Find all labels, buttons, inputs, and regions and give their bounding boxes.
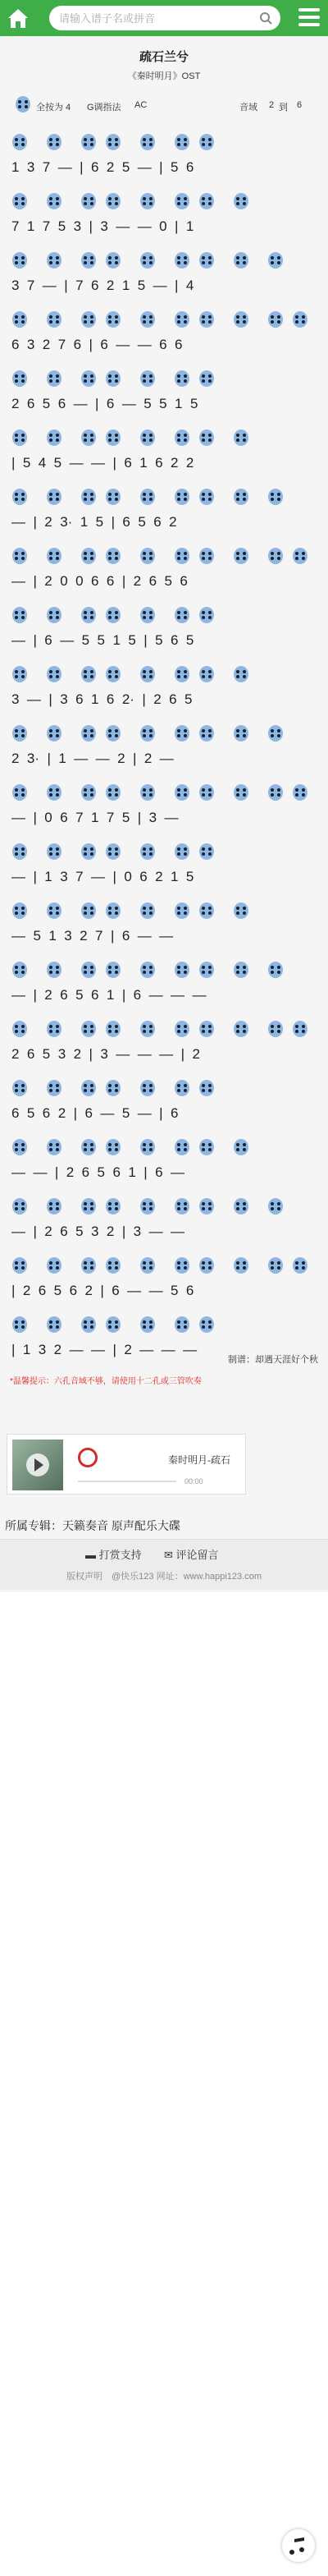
- ocarina-fingering-icon: [139, 783, 156, 801]
- ocarina-fingering-icon: [198, 488, 215, 506]
- ocarina-fingering-icon: [174, 429, 190, 447]
- ocarina-fingering-icon: [267, 961, 284, 979]
- ocarina-fingering-icon: [267, 1256, 284, 1274]
- ocarina-fingering-icon: [105, 133, 121, 151]
- netease-icon: [78, 1448, 98, 1467]
- ocarina-fingering-icon: [80, 783, 97, 801]
- ocarina-fingering-icon: [80, 133, 97, 151]
- ocarina-fingering-icon: [233, 429, 249, 447]
- ocarina-fingering-icon: [174, 961, 190, 979]
- play-icon[interactable]: [12, 1440, 63, 1490]
- ocarina-fingering-icon: [80, 606, 97, 624]
- notation-line: [0, 749, 328, 772]
- footer: [0, 1539, 328, 1590]
- ocarina-fingering-icon: [105, 251, 121, 269]
- ocarina-fingering-icon: [267, 1020, 284, 1038]
- ocarina-fingering-icon: [198, 665, 215, 683]
- range-label: 音域: [239, 103, 257, 112]
- donate-label: 打赏支持: [98, 1549, 142, 1561]
- ocarina-fingering-icon: [80, 843, 97, 861]
- ocarina-fingering-icon: [292, 1256, 308, 1274]
- notation-line: [0, 867, 328, 890]
- ocarina-fingering-icon: [105, 1138, 121, 1156]
- ocarina-fingering-icon: [11, 843, 28, 861]
- ocarina-fingering-icon: [267, 783, 284, 801]
- notation-line: [0, 512, 328, 535]
- notation-line: [0, 985, 328, 1008]
- notation-text: | 1 3 2 — — | 2 — — —: [11, 1342, 198, 1357]
- track-time: 00:00: [184, 1477, 203, 1485]
- notation-text: — | 2 0 0 6 6 | 2 6 5 6: [11, 573, 188, 589]
- ocarina-fingering-icon: [198, 1316, 215, 1334]
- ocarina-fingering-icon: [139, 724, 156, 742]
- notation-text: — | 2 3· 1 5 | 6 5 6 2: [11, 514, 177, 530]
- ocarina-fingering-icon: [139, 961, 156, 979]
- ocarina-fingering-icon: [11, 1079, 28, 1097]
- search-input[interactable]: [49, 6, 246, 30]
- notation-line: [0, 1163, 328, 1186]
- ocarina-fingering-icon: [46, 1138, 62, 1156]
- ocarina-fingering-icon: [46, 1020, 62, 1038]
- ocarina-fingering-icon: [139, 1256, 156, 1274]
- ocarina-fingering-icon: [105, 1316, 121, 1334]
- notation-line: [0, 572, 328, 595]
- ocarina-fingering-icon: [292, 310, 308, 328]
- ocarina-fingering-icon: [11, 133, 28, 151]
- ocarina-fingering-icon: [174, 488, 190, 506]
- ocarina-fingering-icon: [174, 724, 190, 742]
- ocarina-fingering-icon: [105, 902, 121, 920]
- ocarina-fingering-icon: [139, 1020, 156, 1038]
- notation-text: 3 7 — | 7 6 2 1 5 — | 4: [11, 278, 194, 293]
- ocarina-fingering-icon: [233, 665, 249, 683]
- ocarina-fingering-icon: [11, 783, 28, 801]
- ocarina-fingering-icon: [139, 251, 156, 269]
- ocarina-fingering-icon: [174, 370, 190, 388]
- ocarina-fingering-icon: [80, 192, 97, 210]
- notation-text: 6 3 2 7 6 | 6 — — 6 6: [11, 337, 183, 352]
- ocarina-fingering-icon: [174, 547, 190, 565]
- menu-icon[interactable]: [298, 8, 320, 28]
- ocarina-fingering-icon: [233, 1197, 249, 1215]
- ac-label: AC: [134, 100, 148, 110]
- notation-line: [0, 808, 328, 831]
- ocarina-fingering-icon: [80, 310, 97, 328]
- ocarina-fingering-icon: [267, 1197, 284, 1215]
- ocarina-fingering-icon: [267, 251, 284, 269]
- notation-text: — | 2 6 5 6 1 | 6 — — —: [11, 987, 207, 1003]
- ocarina-fingering-icon: [80, 724, 97, 742]
- ocarina-fingering-icon: [105, 665, 121, 683]
- notation-text: 2 3· | 1 — — 2 | 2 —: [11, 751, 174, 766]
- ocarina-fingering-icon: [233, 547, 249, 565]
- ocarina-fingering-icon: [174, 1079, 190, 1097]
- ocarina-fingering-icon: [80, 488, 97, 506]
- ocarina-fingering-icon: [233, 724, 249, 742]
- ocarina-fingering-icon: [198, 902, 215, 920]
- ocarina-fingering-icon: [139, 547, 156, 565]
- tip-text: *温馨提示：六孔音域不够，请使用十二孔或三管吹奏: [10, 1377, 202, 1386]
- notation-text: 2 6 5 3 2 | 3 — — — | 2: [11, 1046, 200, 1062]
- song-title: 疏石兰兮: [139, 50, 189, 64]
- ocarina-fingering-icon: [80, 251, 97, 269]
- ocarina-fingering-icon: [174, 251, 190, 269]
- ocarina-fingering-icon: [233, 1256, 249, 1274]
- ocarina-fingering-icon: [174, 1020, 190, 1038]
- ocarina-fingering-icon: [11, 1316, 28, 1334]
- notation-line: [0, 453, 328, 476]
- site-text: @快乐123 网址：www.happi123.com: [112, 1572, 262, 1582]
- comment-label: 评论留言: [175, 1549, 219, 1561]
- notation-line: [0, 335, 328, 358]
- ocarina-fingering-icon: [198, 429, 215, 447]
- donate-button[interactable]: ▬ 打赏支持: [85, 1549, 142, 1561]
- score-sheet: [0, 36, 328, 1592]
- ocarina-fingering-icon: [174, 665, 190, 683]
- credit-text: 制谱：却遇天涯好个秋: [228, 1355, 318, 1365]
- ocarina-fingering-icon: [233, 902, 249, 920]
- ocarina-fingering-icon: [198, 251, 215, 269]
- ocarina-fingering-icon: [174, 1197, 190, 1215]
- ocarina-fingering-icon: [174, 1316, 190, 1334]
- ocarina-fingering-icon: [174, 133, 190, 151]
- ocarina-fingering-icon: [105, 961, 121, 979]
- top-bar: [0, 0, 328, 36]
- comment-button[interactable]: ✉ 评论留言: [164, 1549, 219, 1561]
- notation-line: [0, 217, 328, 240]
- ocarina-fingering-icon: [11, 606, 28, 624]
- ocarina-fingering-icon: [46, 547, 62, 565]
- ocarina-fingering-icon: [80, 1256, 97, 1274]
- footer-links: [0, 1569, 328, 1582]
- ocarina-fingering-icon: [11, 902, 28, 920]
- ocarina-fingering-icon: [105, 429, 121, 447]
- ocarina-fingering-icon: [105, 310, 121, 328]
- notation-line: [0, 1104, 328, 1127]
- notation-line: [0, 1045, 328, 1068]
- ocarina-fingering-icon: [105, 724, 121, 742]
- ocarina-fingering-icon: [80, 665, 97, 683]
- key-label: G调指法: [87, 103, 121, 112]
- ocarina-fingering-icon: [198, 1256, 215, 1274]
- ocarina-fingering-icon: [11, 429, 28, 447]
- ocarina-fingering-icon: [105, 1256, 121, 1274]
- holes-label: 全按为 4: [36, 103, 71, 112]
- ocarina-fingering-icon: [267, 547, 284, 565]
- home-icon[interactable]: [5, 5, 31, 31]
- ocarina-fingering-icon: [139, 665, 156, 683]
- notation-text: 7 1 7 5 3 | 3 — — 0 | 1: [11, 218, 194, 234]
- ocarina-fingering-icon: [80, 902, 97, 920]
- ocarina-fingering-icon: [174, 843, 190, 861]
- ocarina-fingering-icon: [139, 310, 156, 328]
- ocarina-fingering-icon: [198, 1138, 215, 1156]
- notation-line: [0, 1222, 328, 1245]
- range-from: 2: [269, 100, 275, 110]
- ocarina-fingering-icon: [139, 1197, 156, 1215]
- ocarina-fingering-icon: [198, 133, 215, 151]
- ocarina-fingering-icon: [11, 665, 28, 683]
- ocarina-fingering-icon: [198, 724, 215, 742]
- ocarina-fingering-icon: [80, 370, 97, 388]
- music-player[interactable]: [7, 1434, 246, 1495]
- ocarina-fingering-icon: [105, 1079, 121, 1097]
- music-note-icon[interactable]: [282, 2529, 315, 2562]
- notation-line: [0, 631, 328, 654]
- ocarina-fingering-icon: [139, 843, 156, 861]
- ocarina-fingering-icon: [11, 1138, 28, 1156]
- ocarina-fingering-icon: [198, 1020, 215, 1038]
- ocarina-fingering-icon: [105, 547, 121, 565]
- progress-bar[interactable]: [78, 1481, 176, 1482]
- ocarina-fingering-icon: [198, 192, 215, 210]
- ocarina-fingering-icon: [46, 606, 62, 624]
- notation-text: — 5 1 3 2 7 | 6 — —: [11, 928, 174, 944]
- ocarina-fingering-icon: [139, 606, 156, 624]
- ocarina-fingering-icon: [139, 1316, 156, 1334]
- ocarina-fingering-icon: [46, 488, 62, 506]
- ocarina-fingering-icon: [11, 370, 28, 388]
- notation-text: 3 — | 3 6 1 6 2· | 2 6 5: [11, 691, 193, 707]
- ocarina-fingering-icon: [198, 606, 215, 624]
- notation-text: — | 1 3 7 — | 0 6 2 1 5: [11, 869, 194, 884]
- ocarina-fingering-icon: [80, 961, 97, 979]
- ocarina-fingering-icon: [198, 310, 215, 328]
- notation-text: — | 2 6 5 3 2 | 3 — —: [11, 1224, 185, 1239]
- ocarina-fingering-icon: [11, 488, 28, 506]
- ocarina-fingering-icon: [46, 429, 62, 447]
- ocarina-fingering-icon: [46, 1316, 62, 1334]
- copyright-link[interactable]: 版权声明: [66, 1572, 103, 1582]
- ocarina-fingering-icon: [105, 370, 121, 388]
- ocarina-fingering-icon: [139, 192, 156, 210]
- ocarina-fingering-icon: [198, 1079, 215, 1097]
- ocarina-fingering-icon: [198, 1197, 215, 1215]
- range-high: 6: [297, 100, 303, 110]
- ocarina-fingering-icon: [174, 1138, 190, 1156]
- ocarina-fingering-icon: [233, 310, 249, 328]
- range-to: 到: [279, 103, 288, 112]
- song-subtitle: 《秦时明月》OST: [127, 71, 201, 81]
- ocarina-fingering-icon: [80, 1020, 97, 1038]
- ocarina-fingering-icon: [198, 961, 215, 979]
- ocarina-fingering-icon: [233, 488, 249, 506]
- ocarina-fingering-icon: [233, 1138, 249, 1156]
- ocarina-fingering-icon: [139, 429, 156, 447]
- ocarina-fingering-icon: [105, 1020, 121, 1038]
- ocarina-fingering-icon: [46, 1197, 62, 1215]
- ocarina-fingering-icon: [11, 724, 28, 742]
- ocarina-fingering-icon: [46, 961, 62, 979]
- notation-text: — | 0 6 7 1 7 5 | 3 —: [11, 810, 179, 825]
- notation-line: [0, 394, 328, 417]
- ocarina-fingering-icon: [105, 783, 121, 801]
- ocarina-fingering-icon: [105, 192, 121, 210]
- notation-line: [0, 276, 328, 299]
- ocarina-fingering-icon: [105, 843, 121, 861]
- ocarina-fingering-icon: [198, 783, 215, 801]
- notation-text: | 5 4 5 — — | 6 1 6 2 2: [11, 455, 194, 471]
- ocarina-fingering-icon: [198, 547, 215, 565]
- ocarina-fingering-icon: [11, 961, 28, 979]
- ocarina-fingering-icon: [46, 843, 62, 861]
- notation-text: | 2 6 5 6 2 | 6 — — 5 6: [11, 1283, 194, 1298]
- ocarina-fingering-icon: [139, 902, 156, 920]
- ocarina-fingering-icon: [80, 1197, 97, 1215]
- ocarina-fingering-icon: [105, 606, 121, 624]
- ocarina-fingering-icon: [105, 488, 121, 506]
- notation-text: 1 3 7 — | 6 2 5 — | 5 6: [11, 159, 194, 175]
- ocarina-fingering-icon: [11, 251, 28, 269]
- ocarina-fingering-icon: [233, 961, 249, 979]
- ocarina-fingering-icon: [46, 370, 62, 388]
- ocarina-fingering-icon: [139, 133, 156, 151]
- ocarina-fingering-icon: [198, 843, 215, 861]
- ocarina-fingering-icon: [174, 192, 190, 210]
- ocarina-fingering-icon: [11, 192, 28, 210]
- ocarina-fingering-icon: [233, 783, 249, 801]
- ocarina-fingering-icon: [46, 192, 62, 210]
- ocarina-fingering-icon: [198, 370, 215, 388]
- notation-text: — | 6 — 5 5 1 5 | 5 6 5: [11, 632, 194, 648]
- ocarina-fingering-icon: [46, 783, 62, 801]
- ocarina-fingering-icon: [80, 1138, 97, 1156]
- track-title: 秦时明月-疏石: [168, 1454, 230, 1466]
- album-cover: [12, 1440, 63, 1490]
- ocarina-fingering-icon: [46, 902, 62, 920]
- notation-line: [0, 1281, 328, 1304]
- ocarina-fingering-icon: [139, 1138, 156, 1156]
- ocarina-fingering-icon: [11, 1197, 28, 1215]
- ocarina-fingering-icon: [174, 902, 190, 920]
- ocarina-fingering-icon: [80, 429, 97, 447]
- ocarina-fingering-icon: [233, 192, 249, 210]
- album-info[interactable]: 所属专辑：天籁奏音 原声配乐大碟: [5, 1519, 180, 1532]
- ocarina-fingering-icon: [233, 1020, 249, 1038]
- ocarina-fingering-icon: [80, 547, 97, 565]
- ocarina-fingering-icon: [46, 251, 62, 269]
- ocarina-fingering-icon: [80, 1079, 97, 1097]
- ocarina-fingering-icon: [139, 1079, 156, 1097]
- ocarina-fingering-icon: [105, 1197, 121, 1215]
- notation-text: — — | 2 6 5 6 1 | 6 —: [11, 1164, 185, 1180]
- notation-text: 6 5 6 2 | 6 — 5 — | 6: [11, 1105, 179, 1121]
- ocarina-fingering-icon: [267, 488, 284, 506]
- ocarina-fingering-icon: [11, 310, 28, 328]
- ocarina-fingering-icon: [292, 1020, 308, 1038]
- ocarina-fingering-icon: [80, 1316, 97, 1334]
- notation-line: [0, 158, 328, 181]
- notation-line: [0, 926, 328, 949]
- ocarina-fingering-icon: [139, 488, 156, 506]
- ocarina-fingering-icon: [46, 310, 62, 328]
- ocarina-fingering-icon: [174, 1256, 190, 1274]
- notation-text: 2 6 5 6 — | 6 — 5 5 1 5: [11, 396, 198, 411]
- ocarina-fingering-icon: [46, 665, 62, 683]
- ocarina-fingering-icon: [46, 1079, 62, 1097]
- ocarina-fingering-icon: [46, 133, 62, 151]
- ocarina-fingering-icon: [292, 783, 308, 801]
- ocarina-fingering-icon: [46, 1256, 62, 1274]
- ocarina-fingering-icon: [267, 310, 284, 328]
- notation-line: [0, 690, 328, 713]
- ocarina-fingering-icon: [11, 1256, 28, 1274]
- ocarina-fingering-icon: [46, 724, 62, 742]
- ocarina-fingering-icon: [11, 1020, 28, 1038]
- ocarina-fingering-icon: [11, 547, 28, 565]
- ocarina-fingering-icon: [15, 95, 31, 113]
- ocarina-fingering-icon: [174, 783, 190, 801]
- search-box[interactable]: [49, 6, 280, 30]
- ocarina-fingering-icon: [174, 606, 190, 624]
- search-icon[interactable]: [259, 11, 272, 25]
- ocarina-fingering-icon: [139, 370, 156, 388]
- ocarina-fingering-icon: [233, 251, 249, 269]
- ocarina-fingering-icon: [174, 310, 190, 328]
- ocarina-fingering-icon: [267, 724, 284, 742]
- ocarina-fingering-icon: [292, 547, 308, 565]
